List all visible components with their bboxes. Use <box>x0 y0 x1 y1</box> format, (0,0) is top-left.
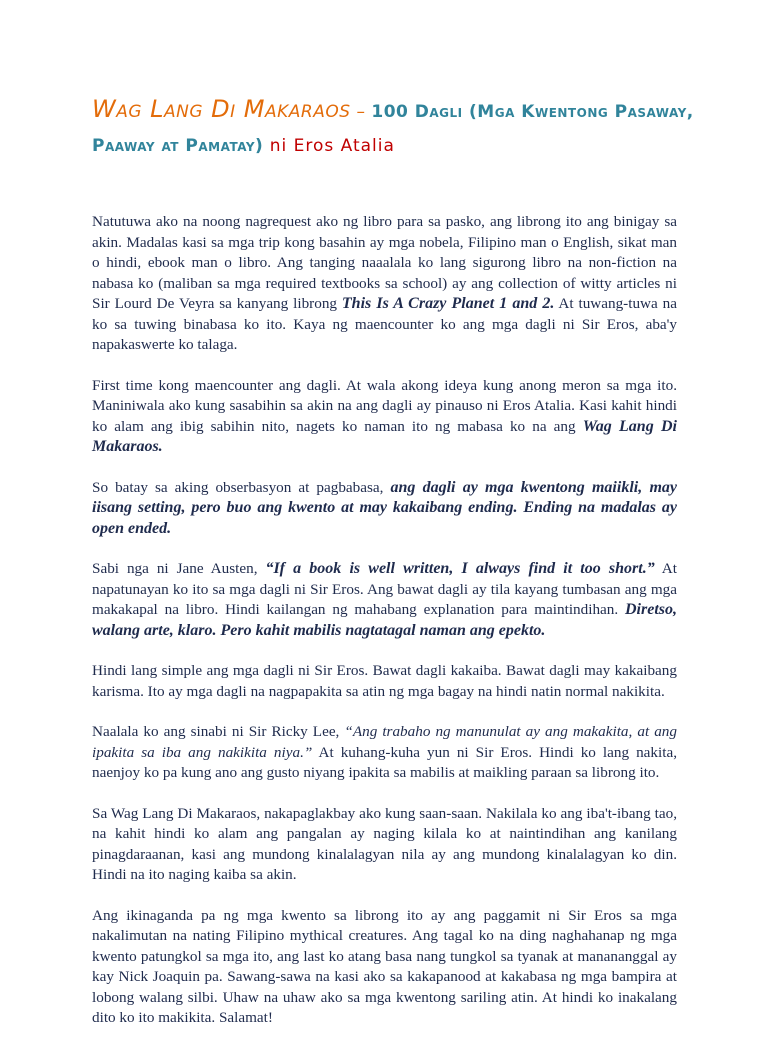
paragraph-text: Naalala ko ang sinabi ni Sir Ricky Lee, <box>92 723 345 740</box>
title-main: Wag Lang Di Makaraos <box>92 95 351 123</box>
paragraph-1 <box>92 212 677 356</box>
title-author: ni Eros Atalia <box>263 136 395 156</box>
paragraph-text: At napatunayan ko ito sa mga dagli ni Sir Eros. Ang bawat dagli ay tila kayang tumbasan ang mga makakapal na libro. Hindi kailangan ng mahabang explanation para maintindihan. <box>92 560 677 618</box>
document-body <box>92 212 677 1049</box>
title-dash: – <box>350 102 372 122</box>
paragraph-8 <box>92 906 677 1029</box>
paragraph-6 <box>92 722 677 784</box>
paragraph-text: Sa Wag Lang Di Makaraos, nakapaglakbay ako kung saan-saan. Nakilala ko ang iba't-ibang tao, na kahit hindi ko alam ang pangalan ay naging kilala ko at naintindihan ang kanilang pinagdaraanan, kasi ang mundong kinalalagyan nila ay ang mundong kinalalagyan ko din. Hindi na ito naging kaiba sa akin. <box>92 804 677 883</box>
document-title <box>92 92 732 163</box>
paragraph-text: At tuwang-tuwa na ko sa tuwing binabasa ko ito. Kaya ng maencounter ko ang mga dagli ni Sir Eros, aba'y napakaswerte ko talaga. <box>92 295 677 353</box>
paragraph-4 <box>92 559 677 641</box>
emphasis-summary: Diretso, walang arte, klaro. Pero kahit mabilis nagtatagal naman ang epekto. <box>92 601 677 639</box>
paragraph-text: Ang ikinaganda pa ng mga kwento sa librong ito ay ang paggamit ni Sir Eros sa mga nakalimutan na nating Filipino mythical creatures. Ang tagal ko na ding naghahanap ng mga kwento patungkol sa mga ito, ang last ko atang basa nang tungkol sa tyanak at manananggal ay kay Nick Joaquin pa. Sawang-sawa na kasi ako sa kakapanood at kakabasa ng mga bampira at lobong walang silbi. Uhaw na uhaw ako sa mga kwentong sariling atin. At hindi ko inakalang dito ko ito makikita. Salamat! <box>92 906 677 1026</box>
paragraph-text: First time kong maencounter ang dagli. At wala akong ideya kung anong meron sa mga ito. Maniniwala ako kung sasabihin sa akin na ang dagli ay pinauso ni Eros Atalia. Kasi kahit hindi ko alam ang ibig sabihin nito, nagets ko naman ito ng mabasa ko na ang <box>92 376 677 435</box>
paragraph-2 <box>92 376 677 458</box>
paragraph-7 <box>92 804 677 886</box>
paragraph-text: Natutuwa ako na noong nagrequest ako ng libro para sa pasko, ang librong ito ang binigay sa akin. Madalas kasi sa mga trip kong basahin ay mga nobela, Filipino man o English, sikat man o hindi, ebook man o libro. Ang tanging naaalala ko lang sigurong libro na non-fiction na nabasa ko (maliban sa mga required textbooks sa school) ay ang collection of witty articles ni Sir Lourd De Veyra sa kanyang librong <box>92 213 677 312</box>
title-sub: 100 Dagli (Mga Kwentong Pasaway, Paaway at Pamatay) <box>92 102 694 156</box>
emphasis-definition: ang dagli ay mga kwentong maiikli, may iisang setting, pero buo ang kwento at may kakaibang ending. Ending na madalas ay open ended. <box>92 478 677 537</box>
emphasis-book-title: Wag Lang Di Makaraos. <box>92 417 677 455</box>
paragraph-3 <box>92 478 677 540</box>
paragraph-text: Hindi lang simple ang mga dagli ni Sir Eros. Bawat dagli kakaiba. Bawat dagli may kakaibang karisma. Ito ay mga dagli na nagpapakita sa atin ng mga bagay na hindi natin normal nakikita. <box>92 662 677 700</box>
emphasis-quote: “If a book is well written, I always find it too short.” <box>265 560 655 577</box>
paragraph-text: Sabi nga ni Jane Austen, <box>92 560 266 577</box>
paragraph-5 <box>92 661 677 702</box>
paragraph-text: At kuhang-kuha yun ni Sir Eros. Hindi ko lang nakita, naenjoy ko pa kung ano ang gusto niyang ipakita sa mabilis at maikling paraan sa librong ito. <box>92 743 677 781</box>
emphasis-book-title: This Is A Crazy Planet 1 and 2. <box>341 295 555 312</box>
paragraph-text: So batay sa aking obserbasyon at pagbabasa, <box>92 478 391 496</box>
italic-quote: “Ang trabaho ng manunulat ay ang makakita, at ang ipakita sa iba ang nakikita niya.” <box>92 723 677 761</box>
